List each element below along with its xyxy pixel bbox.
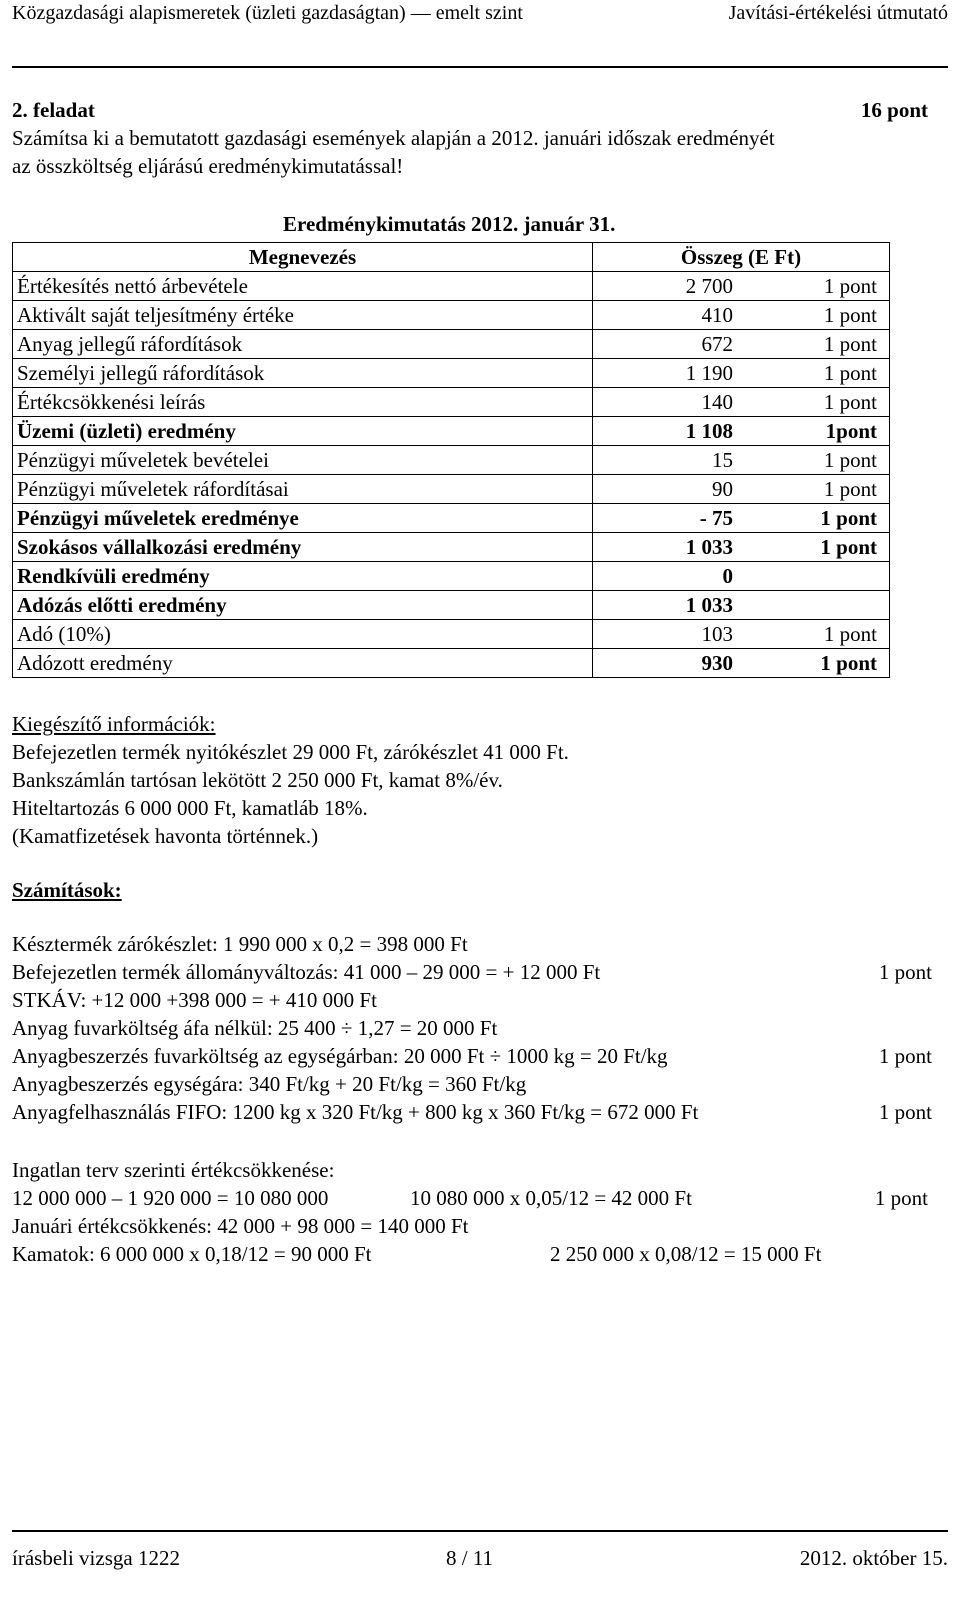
row-points: 1 pont	[741, 359, 890, 388]
row-points: 1 pont	[741, 446, 890, 475]
row-points: 1 pont	[741, 649, 890, 678]
column-header-amount: Összeg (E Ft)	[593, 243, 890, 272]
row-points: 1pont	[741, 417, 890, 446]
row-value: 90	[593, 475, 742, 504]
supplementary-title: Kiegészítő információk:	[12, 712, 216, 736]
header-rule	[12, 66, 948, 68]
interest-calc-a: Kamatok: 6 000 000 x 0,18/12 = 90 000 Ft	[12, 1242, 372, 1266]
row-value: 672	[593, 330, 742, 359]
calculation-points: 1 pont	[878, 960, 932, 984]
row-value: 1 190	[593, 359, 742, 388]
calculation-line	[12, 1100, 948, 1125]
header-left: Közgazdasági alapismeretek (üzleti gazdaságtan) — emelt szint	[12, 2, 523, 24]
table-row	[13, 649, 890, 678]
row-value: 410	[593, 301, 742, 330]
row-value: 103	[593, 620, 742, 649]
calculation-text: STKÁV: +12 000 +398 000 = + 410 000 Ft	[12, 988, 377, 1012]
calculations-title: Számítások:	[12, 878, 122, 902]
table-row	[13, 417, 890, 446]
supplementary-line: Hiteltartozás 6 000 000 Ft, kamatláb 18%.	[12, 796, 368, 820]
table-row	[13, 301, 890, 330]
header-right: Javítási-értékelési útmutató	[728, 2, 948, 24]
calculation-text: Anyagbeszerzés egységára: 340 Ft/kg + 20 Ft/kg = 360 Ft/kg	[12, 1072, 527, 1096]
row-label: Adó (10%)	[13, 620, 593, 649]
table-row	[13, 446, 890, 475]
table-row	[13, 591, 890, 620]
row-label: Aktivált saját teljesítmény értéke	[13, 301, 593, 330]
task-instruction-2: az összköltség eljárású eredménykimutatással!	[12, 154, 404, 178]
calculation-text: Anyag fuvarköltség áfa nélkül: 25 400 ÷ 1,27 = 20 000 Ft	[12, 1016, 498, 1040]
calculation-line	[12, 1044, 948, 1069]
table-row	[13, 359, 890, 388]
calculation-line	[12, 932, 948, 957]
table-row	[13, 620, 890, 649]
row-label: Értékesítés nettó árbevétele	[13, 272, 593, 301]
footer-left: írásbeli vizsga 1222	[12, 1546, 180, 1570]
row-points: 1 pont	[741, 330, 890, 359]
row-label: Személyi jellegű ráfordítások	[13, 359, 593, 388]
calculation-points: 1 pont	[878, 1044, 932, 1068]
footer-rule	[12, 1530, 948, 1532]
row-label: Rendkívüli eredmény	[13, 562, 593, 591]
calculation-text: Anyagfelhasználás FIFO: 1200 kg x 320 Ft/kg + 800 kg x 360 Ft/kg = 672 000 Ft	[12, 1100, 699, 1124]
footer-page-number: 8 / 11	[446, 1546, 494, 1570]
table-row	[13, 330, 890, 359]
row-label: Pénzügyi műveletek ráfordításai	[13, 475, 593, 504]
calculation-text: Anyagbeszerzés fuvarköltség az egységárban: 20 000 Ft ÷ 1000 kg = 20 Ft/kg	[12, 1044, 668, 1068]
supplementary-line: Befejezetlen termék nyitókészlet 29 000 Ft, zárókészlet 41 000 Ft.	[12, 740, 569, 764]
january-depreciation: Januári értékcsökkenés: 42 000 + 98 000 = 140 000 Ft	[12, 1214, 469, 1238]
depreciation-points: 1 pont	[874, 1186, 928, 1210]
depreciation-title: Ingatlan terv szerinti értékcsökkenése:	[12, 1158, 335, 1182]
row-label: Értékcsökkenési leírás	[13, 388, 593, 417]
row-value: 1 108	[593, 417, 742, 446]
row-label: Adózás előtti eredmény	[13, 591, 593, 620]
row-value: 15	[593, 446, 742, 475]
table-row	[13, 272, 890, 301]
row-points: 1 pont	[741, 388, 890, 417]
calculation-text: Befejezetlen termék állományváltozás: 41 000 – 29 000 = + 12 000 Ft	[12, 960, 601, 984]
table-header-row	[13, 243, 890, 272]
row-label: Üzemi (üzleti) eredmény	[13, 417, 593, 446]
row-points: 1 pont	[741, 475, 890, 504]
task-title: 2. feladat	[12, 98, 95, 122]
income-statement-table	[12, 242, 890, 678]
row-points: 1 pont	[741, 504, 890, 533]
row-value: 930	[593, 649, 742, 678]
row-points: 1 pont	[741, 301, 890, 330]
row-value: - 75	[593, 504, 742, 533]
row-value: 2 700	[593, 272, 742, 301]
table-row	[13, 562, 890, 591]
table-row	[13, 475, 890, 504]
row-value: 0	[593, 562, 742, 591]
calculation-points: 1 pont	[878, 1100, 932, 1124]
table-row	[13, 504, 890, 533]
row-points: 1 pont	[741, 272, 890, 301]
row-value: 1 033	[593, 591, 742, 620]
row-label: Anyag jellegű ráfordítások	[13, 330, 593, 359]
depreciation-calc-a: 12 000 000 – 1 920 000 = 10 080 000	[12, 1186, 329, 1210]
task-instruction-1: Számítsa ki a bemutatott gazdasági események alapján a 2012. januári időszak eredményét	[12, 126, 775, 150]
task-points: 16 pont	[860, 98, 928, 122]
row-label: Pénzügyi műveletek bevételei	[13, 446, 593, 475]
calculation-line	[12, 1016, 948, 1041]
supplementary-line: (Kamatfizetések havonta történnek.)	[12, 824, 319, 848]
footer-right: 2012. október 15.	[799, 1546, 948, 1570]
row-label: Pénzügyi műveletek eredménye	[13, 504, 593, 533]
row-value: 1 033	[593, 533, 742, 562]
interest-calc-b: 2 250 000 x 0,08/12 = 15 000 Ft	[550, 1242, 822, 1266]
calculation-line	[12, 988, 948, 1013]
row-value: 140	[593, 388, 742, 417]
table-row	[13, 533, 890, 562]
calculation-text: Késztermék zárókészlet: 1 990 000 x 0,2 = 398 000 Ft	[12, 932, 468, 956]
supplementary-line: Bankszámlán tartósan lekötött 2 250 000 Ft, kamat 8%/év.	[12, 768, 503, 792]
column-header-name: Megnevezés	[13, 243, 593, 272]
row-label: Szokásos vállalkozási eredmény	[13, 533, 593, 562]
row-points	[741, 562, 890, 591]
statement-title: Eredménykimutatás 2012. január 31.	[283, 212, 616, 236]
depreciation-calc-b: 10 080 000 x 0,05/12 = 42 000 Ft	[410, 1186, 692, 1210]
row-label: Adózott eredmény	[13, 649, 593, 678]
row-points: 1 pont	[741, 533, 890, 562]
row-points: 1 pont	[741, 620, 890, 649]
row-points	[741, 591, 890, 620]
table-row	[13, 388, 890, 417]
calculation-line	[12, 1072, 948, 1097]
calculation-line	[12, 960, 948, 985]
